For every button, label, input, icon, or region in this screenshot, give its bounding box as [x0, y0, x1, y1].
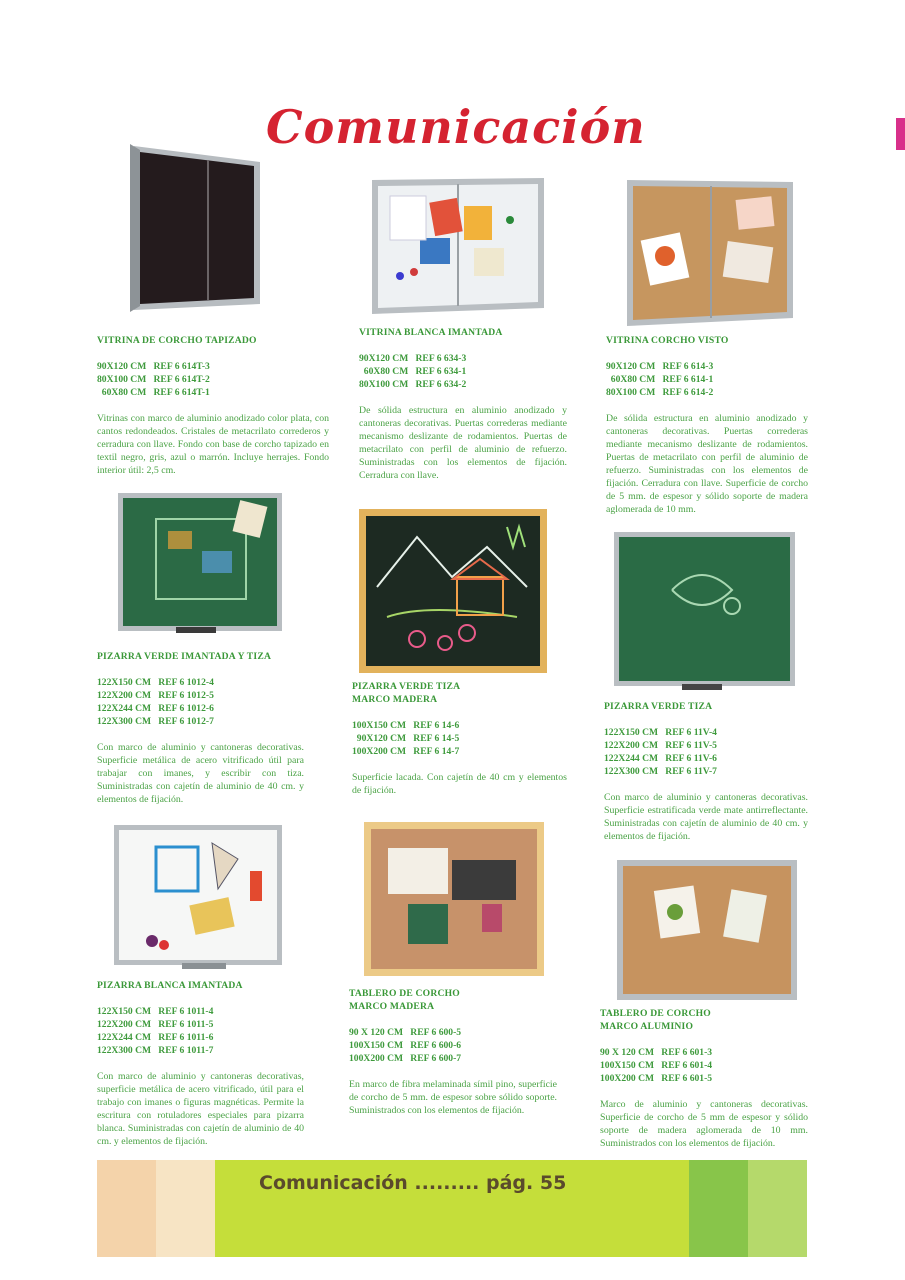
product-description: Vitrinas con marco de aluminio anodizado color plata, con cantos redondeados. Cristales de metacrilato correderos y cerradura con llave. Fondo con base de corcho tapizado en textil negro, gris, azul o marrón. Incluye herrajes. Fondo interior útil: 2,5 cm. [97, 413, 329, 476]
product-refs [97, 360, 329, 399]
page-title: Comunicación [266, 100, 646, 154]
product-pizarra-verde-tiza [604, 700, 808, 843]
ref-line: 60X80 CM REF 6 614-1 [606, 374, 714, 385]
banner-stripe [748, 1160, 807, 1257]
product-name: PIZARRA BLANCA IMANTADA [97, 980, 243, 991]
product-name: PIZARRA VERDE TIZA [604, 701, 713, 712]
product-vitrina-blanca-imantada [359, 326, 567, 482]
ref-line: 100X200 CM REF 6 14-7 [352, 746, 460, 757]
product-pizarra-verde-marco-madera [352, 680, 567, 797]
product-refs [352, 719, 567, 758]
product-refs [97, 1005, 304, 1057]
ref-line: 60X80 CM REF 6 634-1 [359, 366, 467, 377]
ref-line: 90X120 CM REF 6 614-3 [606, 361, 714, 372]
banner-stripe [156, 1160, 215, 1257]
product-description: En marco de fibra melaminada símil pino, superficie de corcho de 5 mm. de espesor sobre sólido soporte. Suministrados con los elementos de fijación. [349, 1079, 557, 1116]
ref-line: 100X150 CM REF 6 14-6 [352, 720, 460, 731]
product-description: De sólida estructura en aluminio anodizado y cantoneras decorativas. Puertas correderas mediante mecanismo deslizante de rodamientos. Puertas de metacrilato con perfil de aluminio de refuerzo. Suministradas con los elementos de fijación. Cerradura con llave. [359, 405, 567, 481]
vitrina-blanca-imantada-image [370, 176, 546, 316]
product-description: Con marco de aluminio y cantoneras decorativas, superficie metálica de acero vitrificado, útil para el trabajo con imanes o figuras magnéticas. Permite la escritura con rotuladores especiales para pizarra blanca. Suministradas con cajetín de aluminio de 40 cm. y elementos de fijación. [97, 1071, 304, 1147]
ref-line: 122X300 CM REF 6 11V-7 [604, 766, 717, 777]
pizarra-verde-marco-madera-image [357, 507, 549, 675]
ref-line: 90X120 CM REF 6 634-3 [359, 353, 467, 364]
ref-line: 60X80 CM REF 6 614T-1 [97, 387, 210, 398]
ref-line: 122X200 CM REF 6 1011-5 [97, 1019, 214, 1030]
edge-tab-decoration [896, 118, 905, 150]
ref-line: 100X150 CM REF 6 600-6 [349, 1040, 462, 1051]
product-name: TABLERO DE CORCHO MARCO ALUMINIO [600, 1008, 711, 1032]
product-vitrina-corcho-visto [606, 334, 808, 516]
ref-line: 122X300 CM REF 6 1011-7 [97, 1045, 214, 1056]
vitrina-corcho-visto-image [625, 178, 795, 328]
product-description: Con marco de aluminio y cantoneras decorativas. Superficie metálica de acero vitrificado útil para trabajar con imanes, y escribir con tiza. Suministradas con cajetín de aluminio de 40 cm. y elementos de fijación. [97, 742, 304, 805]
ref-line: 80X100 CM REF 6 634-2 [359, 379, 467, 390]
product-description: Marco de aluminio y cantoneras decorativas. Superficie de corcho de 5 mm de espesor y sólido soporte de madera aglomerada de 10 mm. Suministrados con los elementos de fijación. [600, 1099, 808, 1149]
product-refs [97, 676, 304, 728]
product-name: PIZARRA VERDE TIZA MARCO MADERA [352, 681, 461, 705]
ref-line: 122X150 CM REF 6 11V-4 [604, 727, 717, 738]
ref-line: 90 X 120 CM REF 6 601-3 [600, 1047, 713, 1058]
product-pizarra-verde-imantada [97, 650, 304, 806]
ref-line: 100X150 CM REF 6 601-4 [600, 1060, 713, 1071]
product-name: VITRINA BLANCA IMANTADA [359, 327, 503, 338]
ref-line: 90X120 CM REF 6 14-5 [352, 733, 460, 744]
product-refs [606, 360, 808, 399]
tablero-corcho-marco-madera-image [362, 820, 546, 978]
ref-line: 90 X 120 CM REF 6 600-5 [349, 1027, 462, 1038]
ref-line: 122X150 CM REF 6 1012-4 [97, 677, 214, 688]
product-tablero-corcho-marco-aluminio [600, 1007, 808, 1150]
tablero-corcho-marco-aluminio-image [615, 858, 799, 1006]
pizarra-verde-tiza-image [612, 530, 797, 692]
banner-stripe [97, 1160, 156, 1257]
product-pizarra-blanca-imantada [97, 979, 304, 1148]
product-description: De sólida estructura en aluminio anodizado y cantoneras decorativas. Puertas correderas mediante mecanismo deslizante de rodamientos. Puertas de metacrilato con perfil de aluminio de refuerzo. Suministradas con los elementos de fijación. Cerradura con llave. Superficie de corcho de 5 mm. de espesor y sólido soporte de madera aglomerada de 10 mm. [606, 413, 808, 515]
ref-line: 122X200 CM REF 6 11V-5 [604, 740, 717, 751]
ref-line: 122X244 CM REF 6 1012-6 [97, 703, 214, 714]
pizarra-blanca-imantada-image [112, 823, 284, 973]
ref-line: 80X100 CM REF 6 614T-2 [97, 374, 210, 385]
product-name: VITRINA CORCHO VISTO [606, 335, 729, 346]
pizarra-verde-imantada-image [116, 491, 284, 639]
product-refs [359, 352, 567, 391]
product-refs [604, 726, 808, 778]
product-name: TABLERO DE CORCHO MARCO MADERA [349, 988, 460, 1012]
ref-line: 80X100 CM REF 6 614-2 [606, 387, 714, 398]
ref-line: 122X150 CM REF 6 1011-4 [97, 1006, 214, 1017]
ref-line: 90X120 CM REF 6 614T-3 [97, 361, 210, 372]
product-vitrina-corcho-tapizado [97, 334, 329, 477]
footer-page-reference: Comunicación ......... pág. 55 [259, 1172, 567, 1194]
product-refs [600, 1046, 808, 1085]
product-description: Superficie lacada. Con cajetín de 40 cm y elementos de fijación. [352, 772, 567, 796]
ref-line: 100X200 CM REF 6 601-5 [600, 1073, 713, 1084]
product-name: VITRINA DE CORCHO TAPIZADO [97, 335, 257, 346]
ref-line: 122X244 CM REF 6 1011-6 [97, 1032, 214, 1043]
ref-line: 100X200 CM REF 6 600-7 [349, 1053, 462, 1064]
product-refs [349, 1026, 557, 1065]
product-name: PIZARRA VERDE IMANTADA Y TIZA [97, 651, 272, 662]
product-description: Con marco de aluminio y cantoneras decorativas. Superficie estratificada verde mate antirreflectante. Suministradas con cajetín de aluminio de 40 cm. y elementos de fijación. [604, 792, 808, 842]
product-tablero-corcho-marco-madera [349, 987, 557, 1117]
footer-banner [97, 1160, 807, 1257]
vitrina-corcho-tapizado-image [128, 142, 263, 312]
banner-stripe [689, 1160, 748, 1257]
ref-line: 122X244 CM REF 6 11V-6 [604, 753, 717, 764]
ref-line: 122X300 CM REF 6 1012-7 [97, 716, 214, 727]
ref-line: 122X200 CM REF 6 1012-5 [97, 690, 214, 701]
